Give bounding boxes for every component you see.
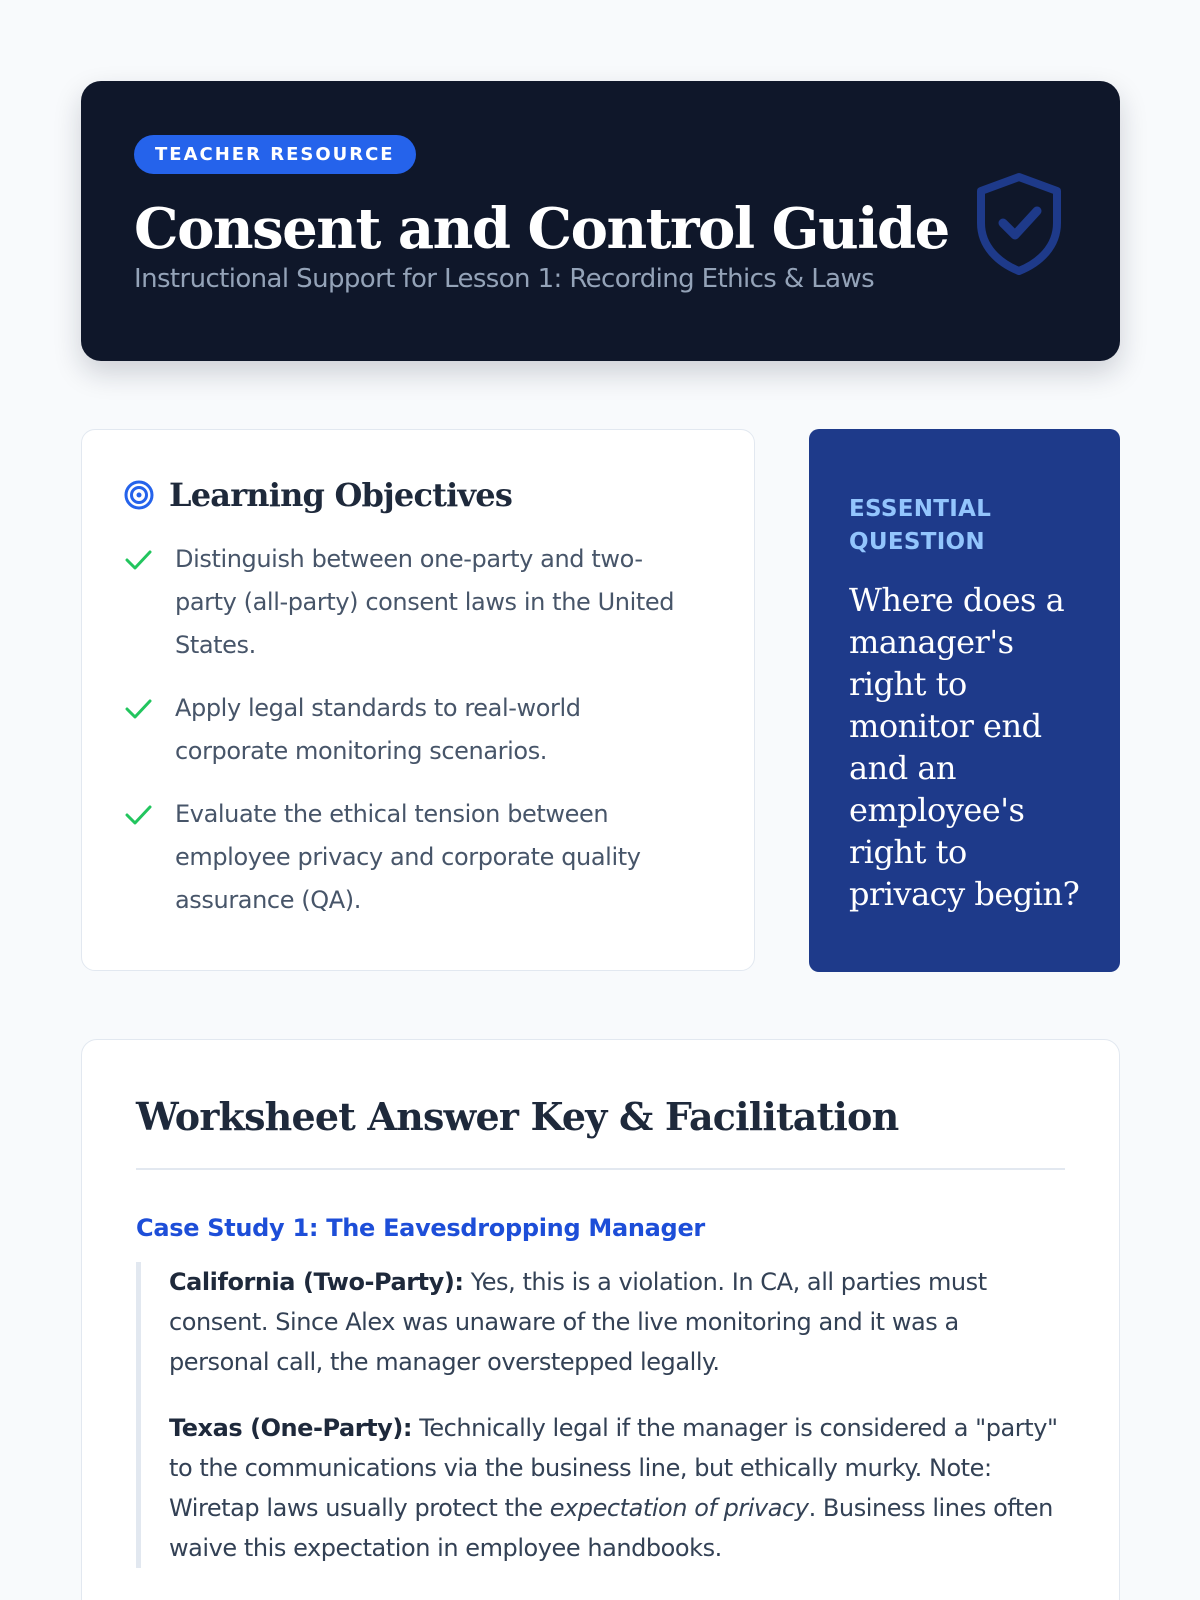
essential-question-card — [809, 429, 1120, 972]
learning-objectives-card — [81, 429, 755, 971]
texas-text-end: . Business lines often waive this expectation in employee handbooks. — [169, 1494, 1053, 1562]
california-label: California (Two-Party): — [169, 1268, 464, 1296]
case-study-title: Case Study 1: The Eavesdropping Manager — [136, 1214, 705, 1242]
check-icon — [123, 693, 153, 723]
page-title: Consent and Control Guide — [134, 196, 949, 262]
texas-text: Technically legal if the manager is considered a "party" to the communications via the business line, but ethically murky. Note: Wiretap laws usually protect the — [169, 1414, 1058, 1522]
teacher-resource-badge: TEACHER RESOURCE — [134, 135, 416, 174]
page-subtitle: Instructional Support for Lesson 1: Recording Ethics & Laws — [134, 264, 875, 294]
texas-answer — [169, 1408, 1065, 1568]
objective-text: Distinguish between one-party and two-party (all-party) consent laws in the United States. — [175, 545, 675, 659]
check-icon — [123, 544, 153, 574]
objectives-heading: Learning Objectives — [169, 476, 513, 514]
worksheet-card — [81, 1039, 1120, 1600]
check-icon — [123, 799, 153, 829]
objective-item — [123, 538, 714, 667]
essential-question-text: Where does a manager's right to monitor end and an employee's right to privacy begin? — [849, 581, 1080, 913]
objectives-list — [123, 538, 714, 922]
worksheet-heading: Worksheet Answer Key & Facilitation — [136, 1094, 1065, 1170]
essential-question-label: ESSENTIAL QUESTION — [849, 496, 992, 555]
texas-emphasis: expectation of privacy — [549, 1494, 809, 1522]
header-banner — [81, 81, 1120, 361]
california-text: Yes, this is a violation. In CA, all parties must consent. Since Alex was unaware of the live monitoring and it was a personal call, the manager overstepped legally. — [169, 1268, 987, 1376]
objective-text: Apply legal standards to real-world corporate monitoring scenarios. — [175, 694, 581, 765]
case-study-answer — [136, 1262, 1065, 1568]
shield-check-icon — [971, 171, 1067, 275]
texas-label: Texas (One-Party): — [169, 1414, 413, 1442]
objective-item — [123, 793, 714, 922]
objective-text: Evaluate the ethical tension between employee privacy and corporate quality assurance (QA). — [175, 800, 641, 914]
objective-item — [123, 687, 714, 773]
target-icon — [123, 479, 155, 511]
california-answer — [169, 1262, 1065, 1382]
objectives-header — [123, 474, 714, 516]
